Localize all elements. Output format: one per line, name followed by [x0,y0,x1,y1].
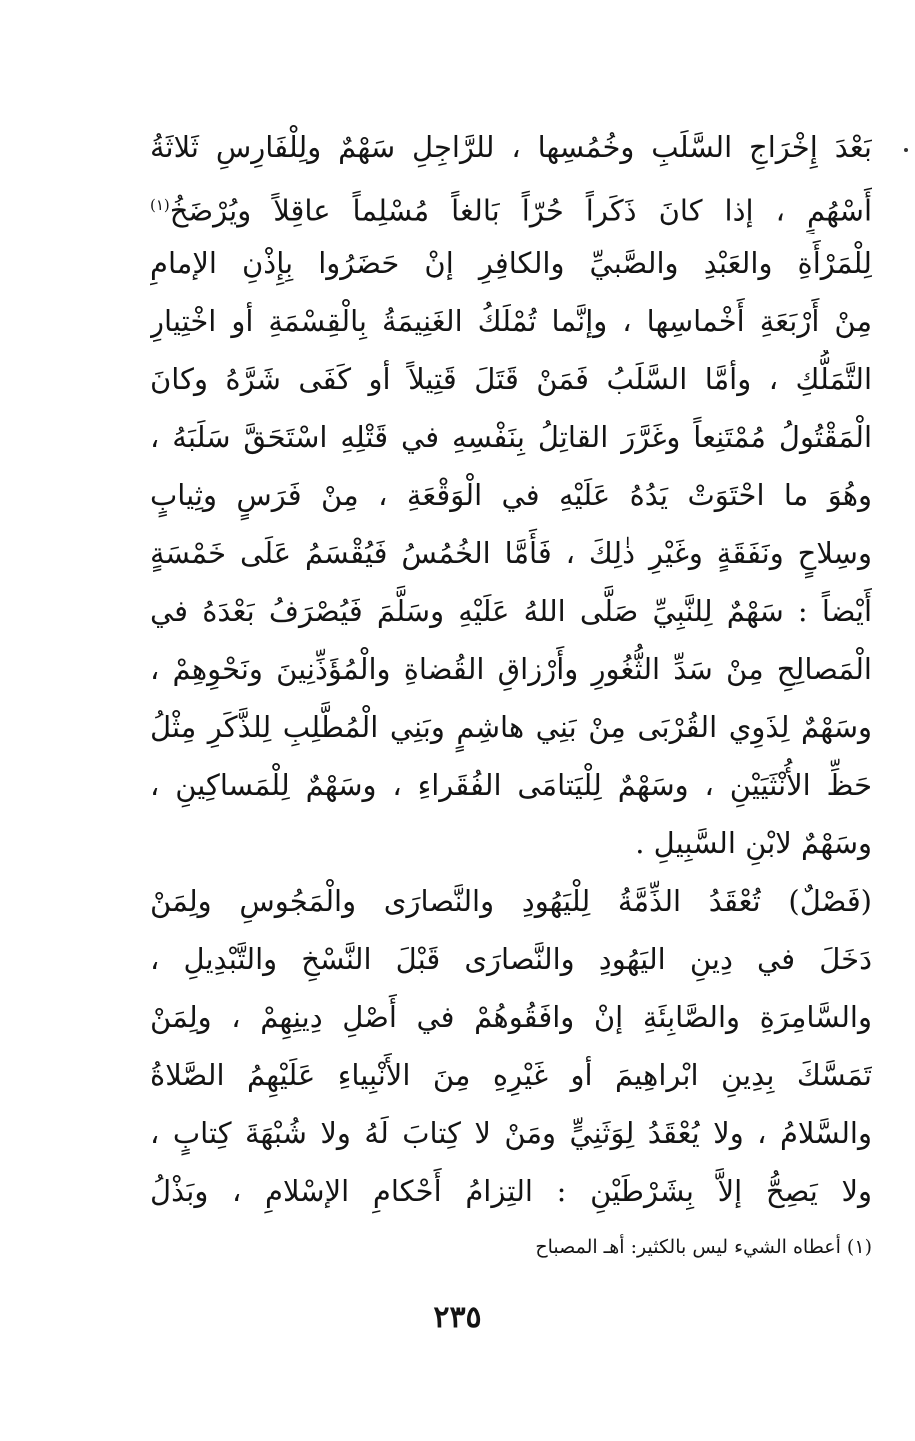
text-line-16: والسَّامِرَةِ والصَّابِئَةِ إنْ وافَقُوهُمْ في أَصْلِ دِينِهِمْ ، ولِمَنْ [150,1000,872,1034]
margin-dot [904,148,908,152]
page-number: ٢٣٥ [433,1300,482,1335]
text-line-2 [150,176,872,234]
text-line-4: مِنْ أَرْبَعَةِ أَخْماسِها ، وإنَّما تُمْلَكُ الغَنِيمَةُ بِالْقِسْمَةِ أو اخْتِيارِ [150,304,872,338]
footnote-reference: (١) [150,196,170,214]
text-line-19: ولا يَصِحُّ إلاَّ بِشَرْطَيْنِ : التِزامُ أَحْكامِ الإسْلامِ ، وبَذْلُ [150,1174,872,1208]
text-line-5: التَّمَلُّكِ ، وأمَّا السَّلَبُ فَمَنْ قَتَلَ قَتِيلاً أو كَفَى شَرَّهُ وكانَ [150,362,872,396]
text-line-14: (فَصْلٌ) تُعْقَدُ الذِّمَّةُ لِلْيَهُودِ والنَّصارَى والْمَجُوسِ ولِمَنْ [150,884,872,918]
text-line-3: لِلْمَرْأَةِ والعَبْدِ والصَّبيِّ والكافِرِ إنْ حَضَرُوا بِإِذْنِ الإمامِ [150,246,872,280]
text-line-11: وسَهْمٌ لِذَوِي القُرْبَى مِنْ بَنِي هاشِمٍ وبَنِي الْمُطَّلِبِ لِلذَّكَرِ مِثْلُ [150,710,872,744]
text-line-15: دَخَلَ في دِينِ اليَهُودِ والنَّصارَى قَبْلَ النَّسْخِ والتَّبْدِيلِ ، [150,942,872,976]
text-line-12: حَظِّ الأُنْثَيَيْنِ ، وسَهْمٌ لِلْيَتامَى الفُقَراءِ ، وسَهْمٌ لِلْمَساكِينِ ، [150,768,872,802]
text-line-7: وهُوَ ما احْتَوَتْ يَدُهُ عَلَيْهِ في الْوَقْعَةِ ، مِنْ فَرَسٍ وثِيابٍ [150,478,872,512]
text-line-13: وسَهْمٌ لابْنِ السَّبِيلِ . [635,826,872,860]
text-line-9: أَيْضاً : سَهْمٌ لِلنَّبِيِّ صَلَّى اللهُ عَلَيْهِ وسَلَّمَ فَيُصْرَفُ بَعْدَهُ في [150,594,872,628]
footnote: (١) أعطاه الشيء ليس بالكثير: أهـ المصباح [535,1236,872,1258]
text-line-1: بَعْدَ إِخْرَاجِ السَّلَبِ وخُمُسِها ، للرَّاجِلِ سَهْمٌ ولِلْفَارِسِ ثَلاثَةُ [150,130,872,164]
body-text [150,118,872,1220]
text-line-10: الْمَصالِحِ مِنْ سَدِّ الثُّغُورِ وأَرْزاقِ القُضاةِ والْمُؤَذِّنِينَ ونَحْوِهِمْ ، [150,652,872,686]
text-line-8: وسِلاحٍ ونَفَقَةٍ وغَيْرِ ذٰلِكَ ، فَأَمَّا الخُمُسُ فَيُقْسَمُ عَلَى خَمْسَةٍ [150,536,872,570]
text-line-17: تَمَسَّكَ بِدِينِ ابْراهِيمَ أو غَيْرِهِ مِنَ الأَنْبِياءِ عَلَيْهِمُ الصَّلاةُ [150,1058,872,1092]
text-line-18: والسَّلامُ ، ولا يُعْقَدُ لِوَثَنِيٍّ ومَنْ لا كِتابَ لَهُ ولا شُبْهَةَ كِتابٍ ، [150,1116,872,1150]
text-line-2-content: أَسْهُمٍ ، إذا كانَ ذَكَراً حُرّاً بَالغاً مُسْلِماً عاقِلاً ويُرْضَخُ [169,193,872,228]
text-line-6: الْمَقْتُولُ مُمْتَنِعاً وغَرَّرَ القاتِلُ بِنَفْسِهِ في قَتْلِهِ اسْتَحَقَّ سَلَبَهُ ، [150,420,872,454]
